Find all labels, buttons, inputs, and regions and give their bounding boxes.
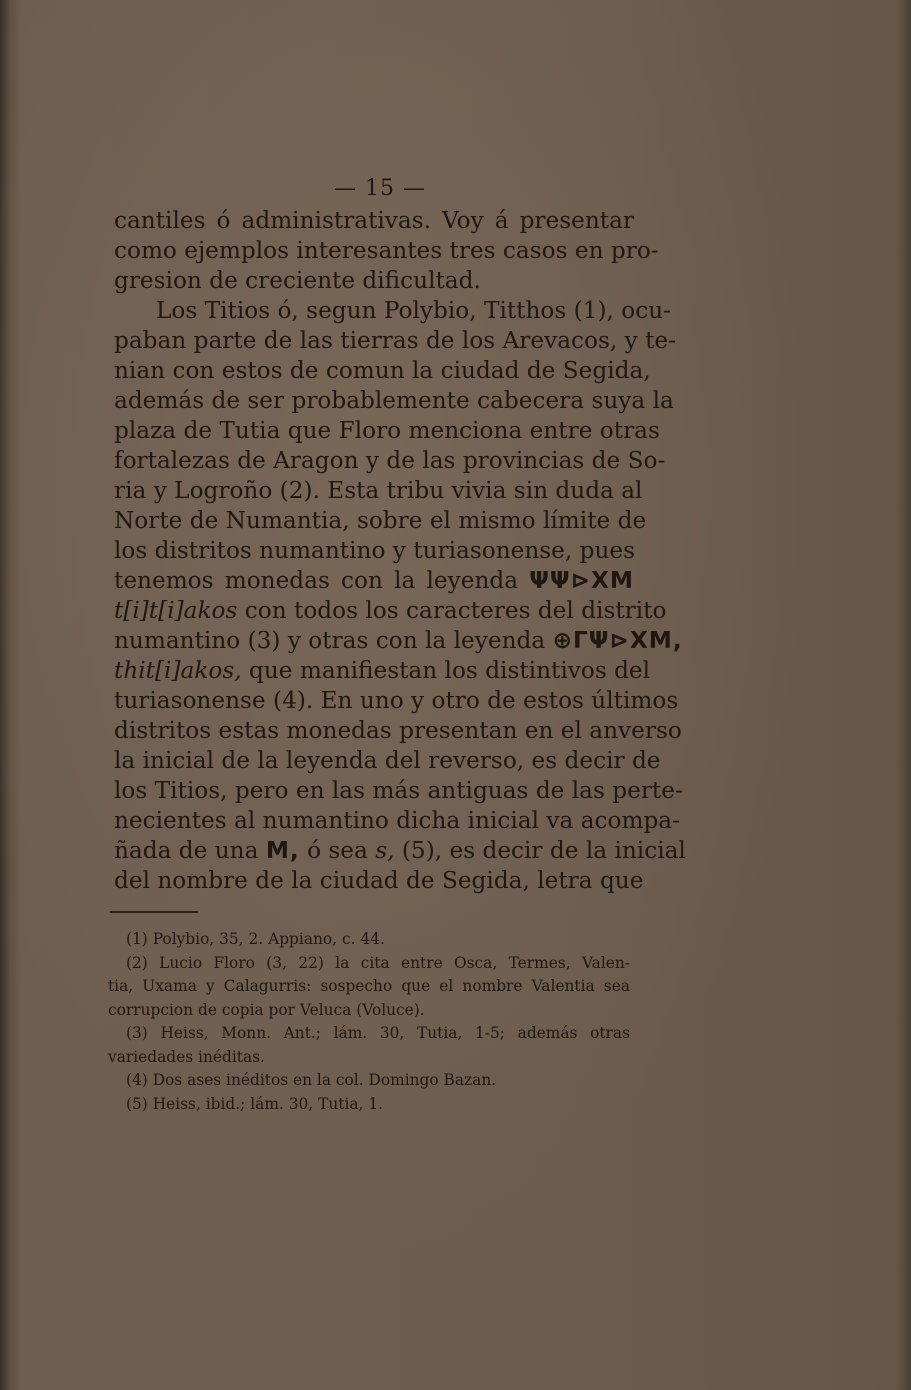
footnote-5 (108, 1093, 630, 1117)
text-line: Norte de Numantia, sobre el mismo límite de (114, 507, 647, 534)
text-line: turiasonense (4). En uno y otro de estos últimos (114, 687, 679, 714)
legend-1-transcription: t[i]t[i]akos (114, 597, 238, 624)
text-line: paban parte de las tierras de los Arevacos, y te- (114, 327, 676, 354)
footnote-divider (110, 911, 198, 913)
legend-2-transcription: thit[i]akos, (114, 657, 242, 684)
iberian-legend-2: ⊕ΓΨ⊳ΧΜ, (552, 627, 683, 654)
footnote-line: (4) Dos ases inéditos en la col. Domingo Bazan. (126, 1071, 497, 1089)
text-line: nian con estos de comun la ciudad de Segida, (114, 357, 651, 384)
text-line-transcription-1: t[i]t[i]akos con todos los caracteres del distrito (114, 597, 667, 624)
footnote-line: (1) Polybio, 35, 2. Appiano, c. 44. (126, 930, 385, 948)
text-line: como ejemplos interesantes tres casos en pro- (114, 237, 659, 264)
footnote-line: variedades inéditas. (108, 1047, 265, 1066)
text-line: necientes al numantino dicha inicial va acompa- (114, 807, 680, 834)
text-line: la inicial de la leyenda del reverso, es decir de (114, 747, 661, 774)
text-line: fortalezas de Aragon y de las provincias de So- (114, 447, 666, 474)
text-line-transcription-2: thit[i]akos, que manifiestan los distintivos del (114, 657, 651, 684)
page-number: — 15 — (334, 176, 426, 201)
text-line: los Titios, pero en las más antiguas de las perte- (114, 777, 683, 804)
letter-s-transcription: s, (375, 837, 395, 864)
text-line: plaza de Tutia que Floro menciona entre otras (114, 417, 660, 444)
text-line-legend-2: numantino (3) y otras con la leyenda ⊕ΓΨ⊳ΧΜ, (114, 627, 683, 654)
iberian-legend-1: ΨΨ⊳ΧΜ (529, 567, 634, 594)
iberian-letter-m: Μ, (265, 837, 300, 864)
text-line: cantiles ó administrativas. Voy á presentar (114, 207, 634, 234)
text-line-letter-m: ñada de una Μ, ó sea s, (5), es decir de la inicial (114, 837, 686, 864)
body-text (114, 206, 686, 896)
footnote-1 (108, 928, 630, 952)
footnote-line: (3) Heiss, Monn. Ant.; lám. 30, Tutia, 1-5; además otras (126, 1024, 630, 1042)
text-line: además de ser probablemente cabecera suya la (114, 387, 674, 414)
footnote-line: tia, Uxama y Calagurris: sospecho que el nombre Valentia sea (108, 977, 630, 995)
text-line: gresion de creciente dificultad. (114, 267, 481, 294)
text-line: los distritos numantino y turiasonense, pues (114, 537, 636, 564)
footnote-line: (2) Lucio Floro (3, 22) la cita entre Osca, Termes, Valen- (126, 953, 630, 972)
text-line: Los Titios ó, segun Polybio, Titthos (1), ocu- (156, 297, 671, 324)
text-line: del nombre de la ciudad de Segida, letra que (114, 867, 644, 894)
text-line-legend-1: tenemos monedas con la leyenda ΨΨ⊳ΧΜ (114, 567, 634, 594)
footnote-2 (108, 952, 630, 1023)
footnote-line: (5) Heiss, ibid.; lám. 30, Tutia, 1. (126, 1094, 384, 1113)
footnote-4 (108, 1069, 630, 1093)
footnote-3 (108, 1022, 630, 1069)
text-line: ria y Logroño (2). Esta tribu vivia sin duda al (114, 477, 643, 504)
footnote-line: corrupcion de copia por Veluca (Voluce). (108, 1000, 425, 1019)
text-line: distritos estas monedas presentan en el anverso (114, 717, 682, 744)
footnotes (108, 928, 630, 1116)
